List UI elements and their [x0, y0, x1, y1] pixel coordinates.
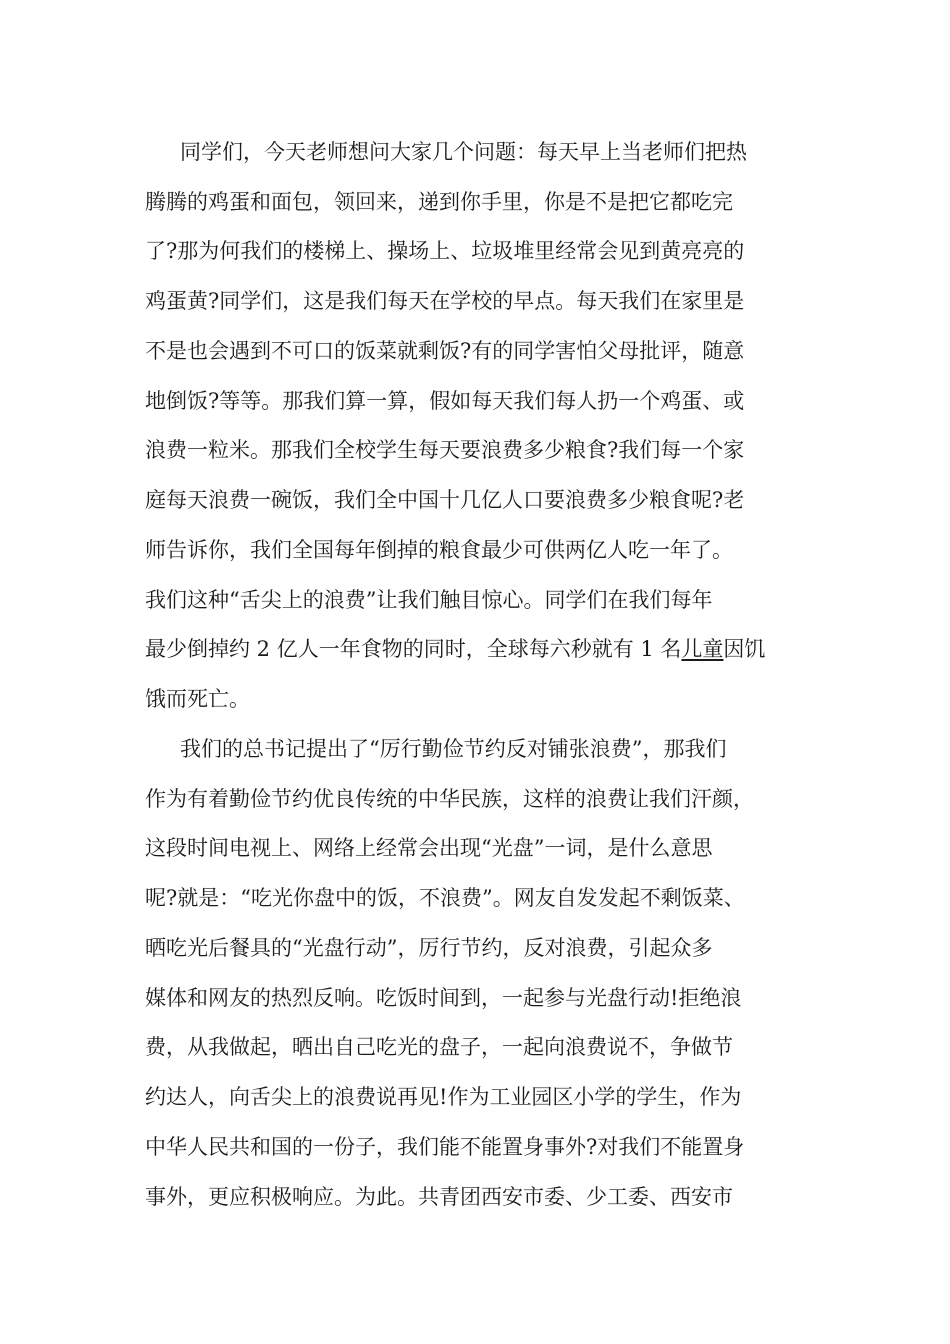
paragraph-1-line-5: 不是也会遇到不可口的饭菜就剩饭?有的同学害怕父母批评，随意: [145, 339, 745, 363]
paragraph-2-line-4: 呢?就是：“吃光你盘中的饭，不浪费”。网友自发发起不剩饭菜、: [145, 886, 745, 910]
paragraph-2-line-1: 我们的总书记提出了“厉行勤俭节约反对铺张浪费”，那我们: [180, 737, 727, 761]
paragraph-1-line-10: 我们这种“舌尖上的浪费”让我们触目惊心。同学们在我们每年: [145, 588, 713, 612]
paragraph-2-line-9: 中华人民共和国的一份子，我们能不能置身事外?对我们不能置身: [145, 1135, 745, 1159]
paragraph-2-line-5: 晒吃光后餐具的“光盘行动”，厉行节约，反对浪费，引起众多: [145, 936, 713, 960]
paragraph-1-line-3: 了?那为何我们的楼梯上、操场上、垃圾堆里经常会见到黄亮亮的: [145, 239, 745, 263]
line-11-text-start: 最少倒掉约 2 亿人一年食物的同时，全球每六秒就有 1 名: [145, 637, 682, 661]
paragraph-1-line-1: 同学们，今天老师想问大家几个问题：每天早上当老师们把热: [180, 140, 747, 164]
paragraph-2-line-3: 这段时间电视上、网络上经常会出现“光盘”一词，是什么意思: [145, 836, 713, 860]
paragraph-1-line-6: 地倒饭?等等。那我们算一算，假如每天我们每人扔一个鸡蛋、或: [145, 389, 745, 413]
children-link[interactable]: 儿童: [681, 637, 724, 661]
paragraph-2-line-6: 媒体和网友的热烈反响。吃饭时间到，一起参与光盘行动!拒绝浪: [145, 986, 742, 1010]
paragraph-1-line-7: 浪费一粒米。那我们全校学生每天要浪费多少粮食?我们每一个家: [145, 438, 745, 462]
paragraph-2-line-8: 约达人，向舌尖上的浪费说再见!作为工业园区小学的学生，作为: [145, 1085, 742, 1109]
paragraph-2-line-10: 事外，更应积极响应。为此。共青团西安市委、少工委、西安市: [145, 1185, 733, 1209]
line-11-text-end: 因饥: [723, 637, 766, 661]
paragraph-1-line-4: 鸡蛋黄?同学们，这是我们每天在学校的早点。每天我们在家里是: [145, 289, 745, 313]
paragraph-1-line-11: [145, 634, 765, 664]
paragraph-2-line-7: 费，从我做起，晒出自己吃光的盘子，一起向浪费说不，争做节: [145, 1035, 733, 1059]
paragraph-1-line-2: 腾腾的鸡蛋和面包，领回来，递到你手里，你是不是把它都吃完: [145, 190, 733, 214]
paragraph-2-line-2: 作为有着勤俭节约优良传统的中华民族，这样的浪费让我们汗颜，: [145, 787, 754, 811]
paragraph-1-line-12: 饿而死亡。: [145, 687, 250, 711]
paragraph-1-line-9: 师告诉你，我们全国每年倒掉的粮食最少可供两亿人吃一年了。: [145, 538, 733, 562]
paragraph-1-line-8: 庭每天浪费一碗饭，我们全中国十几亿人口要浪费多少粮食呢?老: [145, 488, 745, 512]
